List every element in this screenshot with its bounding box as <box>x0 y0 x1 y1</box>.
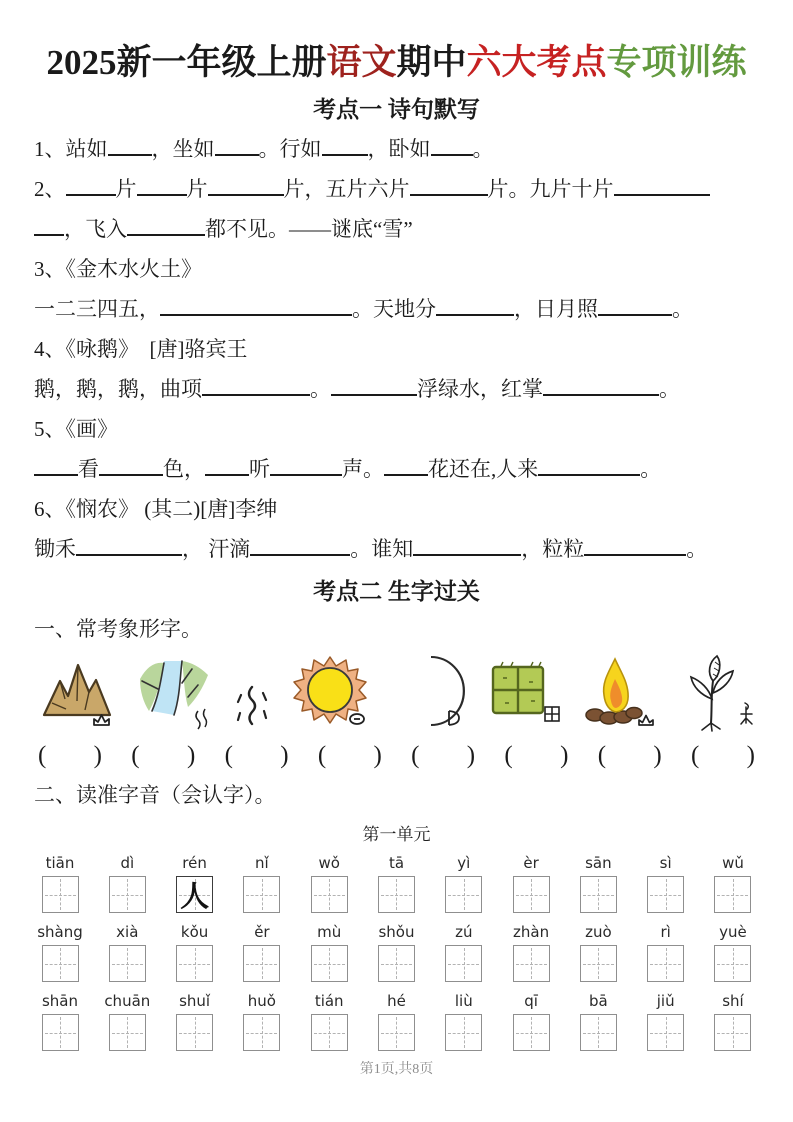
line-text: 片。九片十片 <box>487 177 614 202</box>
pictograph-fire <box>577 651 661 737</box>
pictograph-moon <box>385 651 469 737</box>
line-text: ， 汗滴 <box>182 537 251 562</box>
pinyin-cell <box>370 922 422 982</box>
line-text: 2、 <box>34 177 66 202</box>
line-text: 片 <box>186 177 208 202</box>
water-oracle-glyph-icon <box>228 651 276 737</box>
paren-open: ( <box>597 742 607 770</box>
pinyin-label: dì <box>120 854 135 873</box>
pinyin-cell <box>505 922 557 982</box>
tianzige-box <box>445 1014 482 1051</box>
fill-blank <box>431 135 473 156</box>
pinyin-cell <box>640 922 692 982</box>
pinyin-cell <box>101 853 153 913</box>
tianzige-box <box>647 945 684 982</box>
pinyin-label: shí <box>722 992 744 1011</box>
pinyin-cell <box>572 853 624 913</box>
poem-line <box>34 129 759 169</box>
fill-blank <box>66 175 116 196</box>
tianzige-box <box>176 945 213 982</box>
line-text: 花还在,人来 <box>428 457 539 482</box>
paren-close: ) <box>653 742 662 770</box>
pinyin-cell <box>505 991 557 1051</box>
answer-paren-pair <box>225 741 289 773</box>
pinyin-label: zuò <box>585 923 612 942</box>
pinyin-cell <box>707 922 759 982</box>
line-text: ，粒粒 <box>521 537 585 562</box>
pinyin-label: èr <box>523 854 539 873</box>
tianzige-box <box>378 945 415 982</box>
pictograph-seedling <box>673 651 757 737</box>
fill-blank <box>99 455 163 476</box>
paren-open: ( <box>38 742 47 770</box>
title-segment: 六大考点 <box>466 43 607 82</box>
line-text: 。天地分 <box>352 297 436 322</box>
answer-paren-pair <box>131 741 195 773</box>
poem-line <box>34 329 759 369</box>
line-text: 。 <box>472 137 494 162</box>
line-text: 3、《金木水火土》 <box>34 257 202 282</box>
fill-blank <box>137 175 187 196</box>
line-text: 锄禾 <box>34 537 76 562</box>
pinyin-cell <box>236 922 288 982</box>
paren-open: ( <box>317 742 327 770</box>
pinyin-label: shàng <box>37 923 83 942</box>
paren-open: ( <box>224 742 233 770</box>
poem-line <box>34 169 759 209</box>
pinyin-label: wǒ <box>318 854 340 873</box>
fill-blank <box>34 455 78 476</box>
fill-blank <box>208 175 284 196</box>
pinyin-cell <box>101 922 153 982</box>
pictograph-instruction: 一、常考象形字。 <box>34 617 202 642</box>
fill-blank <box>543 375 659 396</box>
line-text: 。 <box>672 297 693 322</box>
title-segment: 2025新一年级上册 <box>46 43 327 82</box>
line-text: ，飞入 <box>64 217 127 242</box>
pinyin-label: mù <box>317 923 342 942</box>
fill-blank <box>34 215 64 236</box>
tianzige-box <box>311 876 348 913</box>
pinyin-label: chuān <box>104 992 151 1011</box>
paren-open: ( <box>690 742 700 770</box>
tianzige-box <box>580 1014 617 1051</box>
line-text: 片，五片六片 <box>283 177 410 202</box>
fill-blank <box>202 375 310 396</box>
pictograph-row <box>34 651 759 737</box>
tianzige-box <box>714 1014 751 1051</box>
pinyin-row <box>34 853 759 913</box>
line-text: 听 <box>249 457 270 482</box>
unit-heading: 第一单元 <box>362 825 431 846</box>
tianzige-box <box>513 1014 550 1051</box>
pinyin-cell <box>707 991 759 1051</box>
pinyin-label: jiǔ <box>656 992 675 1011</box>
line-text: 6、《悯农》 (其二)[唐]李绅 <box>34 497 278 522</box>
fire-icon <box>577 651 661 737</box>
answer-paren-pair <box>38 741 102 773</box>
line-text: 色， <box>163 457 205 482</box>
reading-instruction: 二、读准字音（会认字）。 <box>34 783 276 808</box>
pictograph-sun <box>288 651 372 737</box>
pinyin-label: yuè <box>719 923 747 942</box>
written-hanzi: 人 <box>180 881 210 914</box>
tianzige-box <box>580 876 617 913</box>
line-text: 鹅，鹅，鹅，曲项 <box>34 377 202 402</box>
pinyin-cell <box>169 991 221 1051</box>
pinyin-cell <box>370 853 422 913</box>
fill-blank <box>410 175 488 196</box>
line-text: 一二三四五， <box>34 297 160 322</box>
fill-blank <box>584 535 686 556</box>
answer-paren-pair <box>411 741 475 773</box>
line-text: 4、《咏鹅》 [唐]骆宾王 <box>34 337 248 362</box>
fill-blank <box>76 535 182 556</box>
title-segment: 专项训练 <box>606 43 747 82</box>
poem-line <box>34 489 759 529</box>
tianzige-box <box>714 945 751 982</box>
section2-heading: 考点二 生字过关 <box>313 579 480 605</box>
line-text: 。 <box>640 457 662 482</box>
pinyin-cell <box>303 922 355 982</box>
answer-parens-row <box>34 741 759 773</box>
pinyin-cell <box>640 991 692 1051</box>
pinyin-label: rén <box>182 854 207 873</box>
pinyin-label: liù <box>454 992 473 1011</box>
pinyin-cell <box>505 853 557 913</box>
fill-blank <box>598 295 672 316</box>
tianzige-box <box>42 945 79 982</box>
fill-blank <box>384 455 428 476</box>
river-waterfall-icon <box>132 651 216 737</box>
pinyin-row <box>34 991 759 1051</box>
pinyin-label: qī <box>524 992 538 1011</box>
paren-close: ) <box>466 742 476 770</box>
pinyin-label: shǒu <box>378 923 415 942</box>
tianzige-box <box>445 876 482 913</box>
pinyin-label: kǒu <box>180 923 209 942</box>
poem-line <box>34 409 759 449</box>
tianzige-box <box>243 1014 280 1051</box>
paren-open: ( <box>131 742 140 770</box>
tianzige-box <box>109 1014 146 1051</box>
pinyin-label: nǐ <box>255 854 269 873</box>
paren-close: ) <box>746 742 755 770</box>
pinyin-grid <box>34 853 759 1051</box>
pinyin-cell <box>236 991 288 1051</box>
seedling-icon <box>673 651 757 737</box>
line-text: 。谁知 <box>350 537 414 562</box>
line-text: 声。 <box>342 457 384 482</box>
line-text: ，卧如 <box>367 137 431 162</box>
fill-blank <box>205 455 249 476</box>
pinyin-label: zhàn <box>513 923 550 942</box>
poem-line <box>34 369 759 409</box>
fill-blank <box>127 215 205 236</box>
field-icon <box>481 651 565 737</box>
fill-blank <box>270 455 342 476</box>
sun-icon <box>288 651 372 737</box>
line-text: 。 <box>310 377 331 402</box>
fill-blank <box>436 295 514 316</box>
fill-blank <box>215 135 259 156</box>
tianzige-box <box>513 876 550 913</box>
tianzige-box <box>243 876 280 913</box>
pictograph-field <box>481 651 565 737</box>
answer-paren-pair <box>318 741 382 773</box>
line-text: 浮绿水，红掌 <box>417 377 543 402</box>
poem-line <box>34 209 759 249</box>
pinyin-cell <box>438 991 490 1051</box>
tianzige-box <box>714 876 751 913</box>
fill-blank <box>322 135 368 156</box>
tianzige-box <box>42 1014 79 1051</box>
line-text: 片 <box>115 177 137 202</box>
paren-close: ) <box>373 742 382 770</box>
pinyin-label: yì <box>457 854 471 873</box>
pinyin-cell <box>640 853 692 913</box>
pictograph-river <box>132 651 216 737</box>
tianzige-box <box>109 876 146 913</box>
fill-blank <box>331 375 417 396</box>
title-segment: 语文 <box>326 43 397 82</box>
fill-blank <box>108 135 152 156</box>
pinyin-cell <box>572 991 624 1051</box>
answer-paren-pair <box>598 741 662 773</box>
mountain-icon <box>36 651 120 737</box>
answer-paren-pair <box>691 741 755 773</box>
pinyin-label: bā <box>589 992 608 1011</box>
pinyin-label: tā <box>388 854 405 873</box>
pinyin-cell <box>236 853 288 913</box>
pinyin-cell <box>303 853 355 913</box>
tianzige-box <box>109 945 146 982</box>
paren-close: ) <box>186 742 196 770</box>
pictograph-water-glyph <box>228 651 276 737</box>
poem-line <box>34 289 759 329</box>
fill-blank <box>614 175 710 196</box>
line-text: 1、站如 <box>34 137 108 162</box>
title-segment: 期中 <box>396 43 467 82</box>
pinyin-label: sì <box>659 854 672 873</box>
tianzige-box <box>311 945 348 982</box>
pinyin-label: tián <box>314 992 344 1011</box>
pinyin-label: zú <box>455 923 473 942</box>
pinyin-label: xià <box>116 923 139 942</box>
poem-line <box>34 249 759 289</box>
page-footer: 第1页,共8页 <box>359 1062 434 1078</box>
pinyin-cell <box>34 922 86 982</box>
section1-heading: 考点一 诗句默写 <box>313 97 480 123</box>
poem-line <box>34 529 759 569</box>
pinyin-label: wǔ <box>722 854 744 873</box>
fill-blank <box>413 535 521 556</box>
paren-open: ( <box>504 742 513 770</box>
tianzige-box <box>176 1014 213 1051</box>
tianzige-box <box>42 876 79 913</box>
tianzige-box <box>176 876 213 913</box>
pinyin-label: huǒ <box>247 992 276 1011</box>
pinyin-cell <box>438 853 490 913</box>
pinyin-label: sān <box>585 854 612 873</box>
tianzige-box <box>513 945 550 982</box>
tianzige-box <box>647 876 684 913</box>
page-title <box>34 42 759 83</box>
moon-icon <box>385 651 469 737</box>
line-text: 看 <box>78 457 99 482</box>
pinyin-cell <box>101 991 153 1051</box>
fill-blank <box>538 455 640 476</box>
tianzige-box <box>647 1014 684 1051</box>
pinyin-cell <box>169 853 221 913</box>
pictograph-mountain <box>36 651 120 737</box>
pinyin-cell <box>303 991 355 1051</box>
pinyin-row <box>34 922 759 982</box>
tianzige-box <box>311 1014 348 1051</box>
pinyin-label: tiān <box>45 854 75 873</box>
tianzige-box <box>243 945 280 982</box>
paren-close: ) <box>93 742 102 770</box>
paren-close: ) <box>280 742 289 770</box>
fill-blank <box>160 295 352 316</box>
tianzige-box <box>445 945 482 982</box>
poem-lines <box>34 129 759 569</box>
line-text: ，坐如 <box>151 137 215 162</box>
poem-line <box>34 449 759 489</box>
pinyin-label: ěr <box>254 923 270 942</box>
pinyin-label: rì <box>660 923 671 942</box>
pinyin-cell <box>34 853 86 913</box>
line-text: 。 <box>659 377 680 402</box>
line-text: ，日月照 <box>514 297 598 322</box>
pinyin-cell <box>572 922 624 982</box>
pinyin-cell <box>438 922 490 982</box>
pinyin-cell <box>707 853 759 913</box>
fill-blank <box>250 535 350 556</box>
tianzige-box <box>580 945 617 982</box>
paren-close: ) <box>560 742 569 770</box>
line-text: 。行如 <box>258 137 322 162</box>
paren-open: ( <box>411 742 420 770</box>
tianzige-box <box>378 1014 415 1051</box>
pinyin-cell <box>34 991 86 1051</box>
tianzige-box <box>378 876 415 913</box>
pinyin-cell <box>370 991 422 1051</box>
pinyin-label: shān <box>41 992 79 1011</box>
pinyin-cell <box>169 922 221 982</box>
line-text: 5、《画》 <box>34 417 118 442</box>
pinyin-label: shuǐ <box>179 992 211 1011</box>
pinyin-label: hé <box>387 992 406 1011</box>
answer-paren-pair <box>504 741 568 773</box>
line-text: 。 <box>686 537 708 562</box>
line-text: 都不见。——谜底“雪” <box>205 217 413 242</box>
